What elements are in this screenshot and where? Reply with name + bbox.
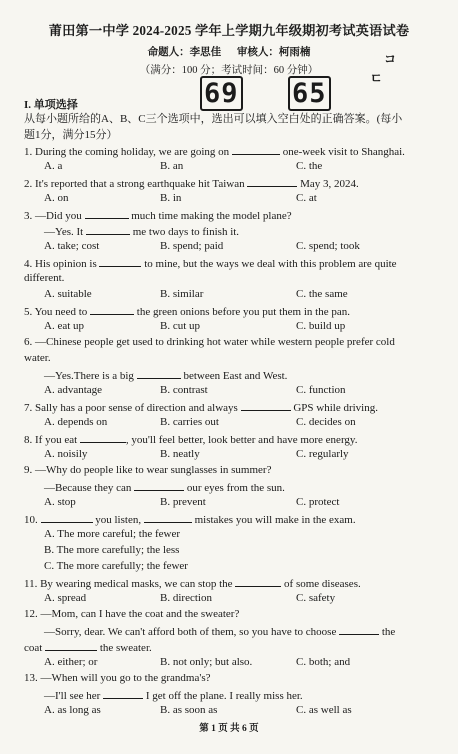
q10-option-a[interactable]: A. The more careful; the fewer	[44, 528, 181, 540]
q4-option-a[interactable]: A. suitable	[44, 288, 92, 300]
exam-title: 莆田第一中学 2024-2025 学年上学期九年级期初考试英语试卷	[48, 23, 410, 38]
handwritten-score-2: 65	[288, 78, 331, 109]
question-9: 9. —Why do people like to wear sunglasses in summer?	[24, 464, 272, 476]
answer-blank[interactable]	[45, 640, 97, 651]
answer-blank[interactable]	[144, 512, 192, 523]
question-11: 11. By wearing medical masks, we can stop the of some diseases.	[24, 578, 361, 590]
handwritten-mark-2: ㄷ	[370, 72, 383, 87]
question-12: 12. —Mom, can I have the coat and the sweater?	[24, 608, 240, 620]
question-5: 5. You need to the green onions before you put them in the pan.	[24, 306, 350, 318]
q9-option-c[interactable]: C. protect	[296, 496, 340, 508]
q8-option-c[interactable]: C. regularly	[296, 448, 349, 460]
q12-option-a[interactable]: A. either; or	[44, 656, 98, 668]
q11-option-a[interactable]: A. spread	[44, 592, 87, 604]
q8-option-b[interactable]: B. neatly	[160, 448, 200, 460]
q2-option-a[interactable]: A. on	[44, 192, 69, 204]
answer-blank[interactable]	[339, 624, 379, 635]
section-title: I. 单项选择	[24, 99, 78, 111]
question-10: 10. you listen, mistakes you will make in the exam.	[24, 514, 356, 526]
q5-option-c[interactable]: C. build up	[296, 320, 346, 332]
q13-option-a[interactable]: A. as long as	[44, 704, 101, 716]
q11-option-c[interactable]: C. safety	[296, 592, 336, 604]
answer-blank[interactable]	[80, 432, 126, 443]
q5-option-b[interactable]: B. cut up	[160, 320, 201, 332]
q11-option-b[interactable]: B. direction	[160, 592, 212, 604]
q2-option-c[interactable]: C. at	[296, 192, 317, 204]
question-2: 2. It's reported that a strong earthquake hit Taiwan May 3, 2024.	[24, 178, 359, 190]
q3-option-b[interactable]: B. spend; paid	[160, 240, 224, 252]
reviewer-name: 柯雨楠	[278, 47, 311, 58]
q6-option-c[interactable]: C. function	[296, 384, 346, 396]
question-6-line-2: water.	[24, 352, 51, 364]
author-name: 李思佳	[189, 47, 222, 58]
q9-option-a[interactable]: A. stop	[44, 496, 76, 508]
q13-option-c[interactable]: C. as well as	[296, 704, 352, 716]
q3-option-c[interactable]: C. spend; took	[296, 240, 360, 252]
question-3-line-2: —Yes. It me two days to finish it.	[44, 226, 240, 238]
q6-option-b[interactable]: B. contrast	[160, 384, 208, 396]
q12-option-b[interactable]: B. not only; but also.	[160, 656, 253, 668]
question-6-line-3: —Yes.There is a big between East and West.	[44, 370, 288, 382]
handwritten-score-1: 69	[200, 78, 243, 109]
q1-option-b[interactable]: B. an	[160, 160, 184, 172]
q3-option-a[interactable]: A. take; cost	[44, 240, 100, 252]
question-12-line-2: —Sorry, dear. We can't afford both of them, so you have to choose the	[44, 626, 396, 638]
answer-blank[interactable]	[41, 512, 93, 523]
exam-meta: （满分：100 分；考试时间：60 分钟）	[139, 65, 319, 76]
question-13-line-2: —I'll see her I get off the plane. I really miss her.	[44, 690, 303, 702]
q2-option-b[interactable]: B. in	[160, 192, 182, 204]
q1-option-a[interactable]: A. a	[44, 160, 63, 172]
q10-option-c[interactable]: C. The more carefully; the fewer	[44, 560, 188, 572]
section-instructions-line-1: 从每小题所给的A、B、C三个选项中，选出可以填入空白处的正确答案。(每小	[24, 113, 403, 125]
author-label: 命题人：	[147, 47, 190, 58]
answer-blank[interactable]	[247, 176, 297, 187]
q6-option-a[interactable]: A. advantage	[44, 384, 103, 396]
answer-blank[interactable]	[103, 688, 143, 699]
q7-option-a[interactable]: A. depends on	[44, 416, 108, 428]
question-9-line-2: —Because they can our eyes from the sun.	[44, 482, 285, 494]
question-8: 8. If you eat , you'll feel better, look better and have more energy.	[24, 434, 358, 446]
q13-option-b[interactable]: B. as soon as	[160, 704, 218, 716]
q10-option-b[interactable]: B. The more carefully; the less	[44, 544, 180, 556]
question-4: 4. His opinion is to mine, but the ways we deal with this problem are quite	[24, 258, 397, 270]
answer-blank[interactable]	[137, 368, 181, 379]
answer-blank[interactable]	[90, 304, 134, 315]
answer-blank[interactable]	[241, 400, 291, 411]
q4-option-b[interactable]: B. similar	[160, 288, 204, 300]
answer-blank[interactable]	[99, 256, 141, 267]
question-4-line-2: different.	[24, 272, 65, 284]
handwritten-mark-1: コ	[384, 52, 397, 66]
q7-option-b[interactable]: B. carries out	[160, 416, 219, 428]
answer-blank[interactable]	[232, 144, 280, 155]
q12-option-c[interactable]: C. both; and	[296, 656, 351, 668]
q9-option-b[interactable]: B. prevent	[160, 496, 206, 508]
q5-option-a[interactable]: A. eat up	[44, 320, 85, 332]
question-1: 1. During the coming holiday, we are going on one-week visit to Shanghai.	[24, 146, 405, 158]
answer-blank[interactable]	[134, 480, 184, 491]
q1-option-c[interactable]: C. the	[296, 160, 323, 172]
question-7: 7. Sally has a poor sense of direction and always GPS while driving.	[24, 402, 378, 414]
answer-blank[interactable]	[85, 208, 129, 219]
answer-blank[interactable]	[235, 576, 281, 587]
q7-option-c[interactable]: C. decides on	[296, 416, 356, 428]
question-6: 6. —Chinese people get used to drinking hot water while western people prefer cold	[24, 336, 395, 348]
question-13: 13. —When will you go to the grandma's?	[24, 672, 211, 684]
answer-blank[interactable]	[86, 224, 130, 235]
section-instructions-line-2: 题1分，满分15分）	[24, 129, 118, 141]
q8-option-a[interactable]: A. noisily	[44, 448, 88, 460]
question-12-line-3: coat the sweater.	[24, 642, 152, 654]
reviewer-label: 审核人：	[236, 47, 279, 58]
page-footer: 第 1 页 共 6 页	[199, 724, 259, 734]
question-3: 3. —Did you much time making the model plane?	[24, 210, 292, 222]
q4-option-c[interactable]: C. the same	[296, 288, 348, 300]
